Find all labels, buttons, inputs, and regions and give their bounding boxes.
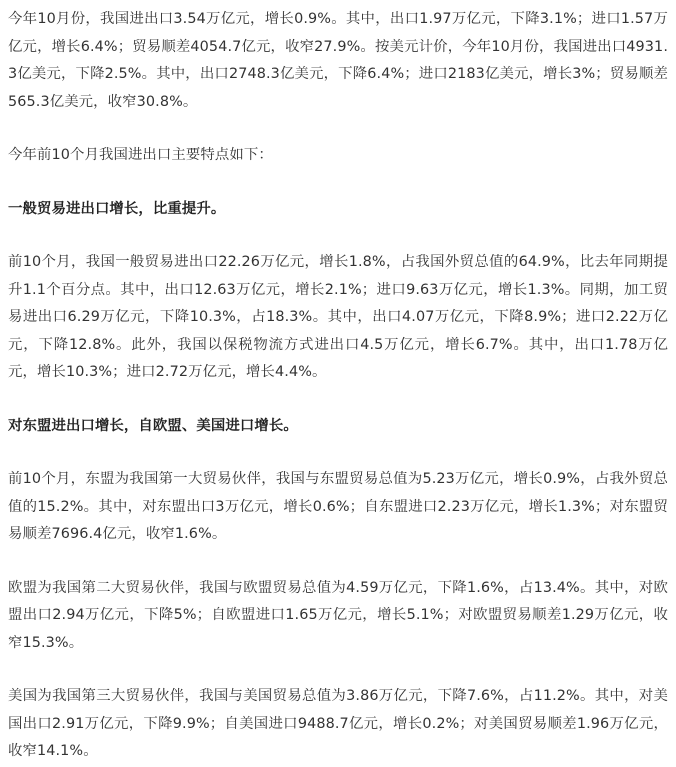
paragraph-october-trade: 今年10月份，我国进出口3.54万亿元，增长0.9%。其中，出口1.97万亿元，下降3.1%；进口1.57万亿元，增长6.4%；贸易顺差4054.7亿元，收窄27.9%。按美元计价，今年10月份，我国进出口4931.3亿美元，下降2.5%。其中，出口2748.3亿美元，下降6.4%；进口2183亿美元，增长3%；贸易顺差565.3亿美元，收窄30.8%。 [8,11,668,110]
paragraph-asean: 前10个月，东盟为我国第一大贸易伙伴，我国与东盟贸易总值为5.23万亿元，增长0.9%，占我外贸总值的15.2%。其中，对东盟出口3万亿元，增长0.6%；自东盟进口2.23万亿元，增长1.3%；对东盟贸易顺差7696.4亿元，收窄1.6%。 [8,471,668,542]
paragraph-intro: 今年前10个月我国进出口主要特点如下： [8,147,273,163]
paragraph-general-trade: 前10个月，我国一般贸易进出口22.26万亿元，增长1.8%，占我国外贸总值的64.9%，比去年同期提升1.1个百分点。其中，出口12.63万亿元，增长2.1%；进口9.63万亿元，增长1.3%。同期，加工贸易进出口6.29万亿元，下降10.3%，占18.3%。其中，出口4.07万亿元，下降8.9%；进口2.22万亿元，下降12.8%。此外，我国以保税物流方式进出口4.5万亿元，增长6.7%。其中，出口1.78万亿元，增长10.3%；进口2.72万亿元，增长4.4%。 [8,254,668,380]
heading-general-trade: 一般贸易进出口增长，比重提升。 [8,200,226,217]
paragraph-eu: 欧盟为我国第二大贸易伙伴，我国与欧盟贸易总值为4.59万亿元，下降1.6%，占13.4%。其中，对欧盟出口2.94万亿元，下降5%；自欧盟进口1.65万亿元，增长5.1%；对欧盟贸易顺差1.29万亿元，收窄15.3%。 [8,579,668,651]
heading-asean-eu-us: 对东盟进出口增长，自欧盟、美国进口增长。 [8,417,298,434]
paragraph-us: 美国为我国第三大贸易伙伴，我国与美国贸易总值为3.86万亿元，下降7.6%，占11.2%。其中，对美国出口2.91万亿元，下降9.9%；自美国进口9488.7亿元，增长0.2%；对美国贸易顺差1.96万亿元，收窄14.1%。 [8,688,668,759]
